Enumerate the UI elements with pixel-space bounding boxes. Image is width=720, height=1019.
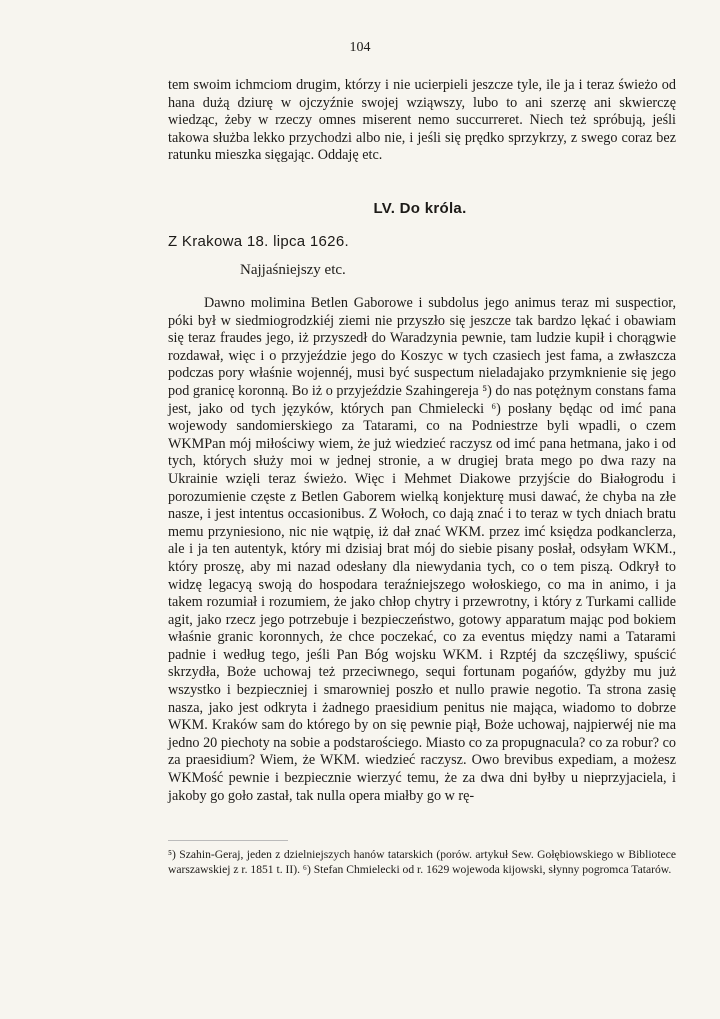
letter-heading: LV. Do króla.: [373, 200, 467, 217]
footnote-divider: [168, 840, 288, 841]
letter-salutation: Najjaśniejszy etc.: [240, 262, 346, 278]
page-number: 104: [349, 40, 371, 55]
letter-place-date: Z Krakowa 18. lipca 1626.: [168, 233, 349, 250]
footnotes: ⁵) Szahin-Geraj, jeden z dzielniejszych hanów tatarskich (porów. artykuł Sew. Gołębiowskiego w Bibliotece warszawskiej z r. 1851 t. II). ⁶) Stefan Chmielecki od r. 1629 wojewoda kijowski, słynny pogromca Tatarów.: [168, 848, 676, 876]
letter-body: Dawno molimina Betlen Gaborowe i subdolus jego animus teraz mi suspectior, póki był w siedmiogrodzkiéj ziemi nie przyszło się jeszcze tak bardzo lękać i obawiam się teraz fraudes jego, iż przyszedł do Waradzynia pewnie, tam ludzie kupił i chorągwie rozdawał, więc i o przyjeździe jego do Koszyc w tych czasiech jest fama, a zwłaszcza podczas pory właśnie wojennéj, musi być suspectum nieladajako przymknienie się jego pod granicę koronną. Bo iż o przyjeździe Szahingereja ⁵) do nas potężnym constans fama jest, jako od tych języków, których pan Chmielecki ⁶) posłany będąc od imć pana wojewody sandomierskiego za Tatarami, co na Podniestrze byli wpadli, o czem WKMPan mój miłościwy wiem, że już wiedzieć raczysz od imć pana hetmana, jako i od tych, których służy moi w jednej stronie, a w drugiej brata mego po dwa razy na Ukrainie wzięli teraz świeżo. Więc i Mehmet Diakowe przyjście do Białogrodu i porozumienie częste z Betlen Gaborem wielką konjekturę musi dawać, że chyba na złe nasze, i jest intentus occasionibus. Z Wołoch, co dają znać i to teraz w tych dniach bratu memu przyniesiono, nic nie wątpię, iż dał znać WKM. przez imć księdza podkanclerza, ale i ja ten autentyk, który mi dzisiaj brat mój do siebie pisany posłał, odsyłam WKM., który proszę, aby mi nazad odesłany dla niewydania tych, co o tem piszą. Odkrył to widzę legacyą swoją do hospodara teraźniejszego wołoskiego, co ma in animo, i ja takem rozumiał i rozumiem, że jako chłop chytry i przewrotny, i który z Turkami callide agit, jako rzecz jego potrzebuje i bezpieczeństwo, gotowy apparatum mając pod bokiem właśnie granic koronnych, że chce poczekać, co za eventus między nami a Tatarami padnie i według tego, jeśli Pan Bóg wojsku WKM. i Rzptéj da szczęśliwy, spuścić skrzydła, Boże uchowaj też przeciwnego, sequi fortunam pogańów, gdyżby mu już wszystko i bezpieczniej i smarowniej poszło et nullo prawie negotio. Ta strona zasię nasza, jako jest odkryta i żadnego praesidium penitus nie mająca, wiadomo to dobrze WKM. Kraków sam do którego by on się pewnie piął, Boże uchowaj, najpierwéj nie ma jedno 20 piechoty na sobie a podstarościego. Miasto co za propugnacula? co za robur? co za praesidium? Wiem, że WKM. wiedzieć raczysz. Owo brevibus expediam, a możesz WKMość pewnie i bezpiecznie wierzyć temu, że za dwa dni byłby u nieprzyjaciela, i jakoby go goło zastał, tak nulla opera miałby go w rę-: [168, 295, 676, 804]
intro-paragraph: tem swoim ichmciom drugim, którzy i nie ucierpieli jeszcze tyle, ile ja i teraz świeżo od hana dużą dziurę w ojczyźnie swojej wziąwszy, lubo to ani szerzę ani skwierczę wiedząc, żeby w rzeczy omnes miserent nemo succurreret. Niech też spróbują, jeśli takowa służba lekko przychodzi albo nie, i jeśli się prędko sprzykrzy, z swego coraz bez ratunku mieszka sięgając. Oddaję etc.: [168, 77, 676, 164]
